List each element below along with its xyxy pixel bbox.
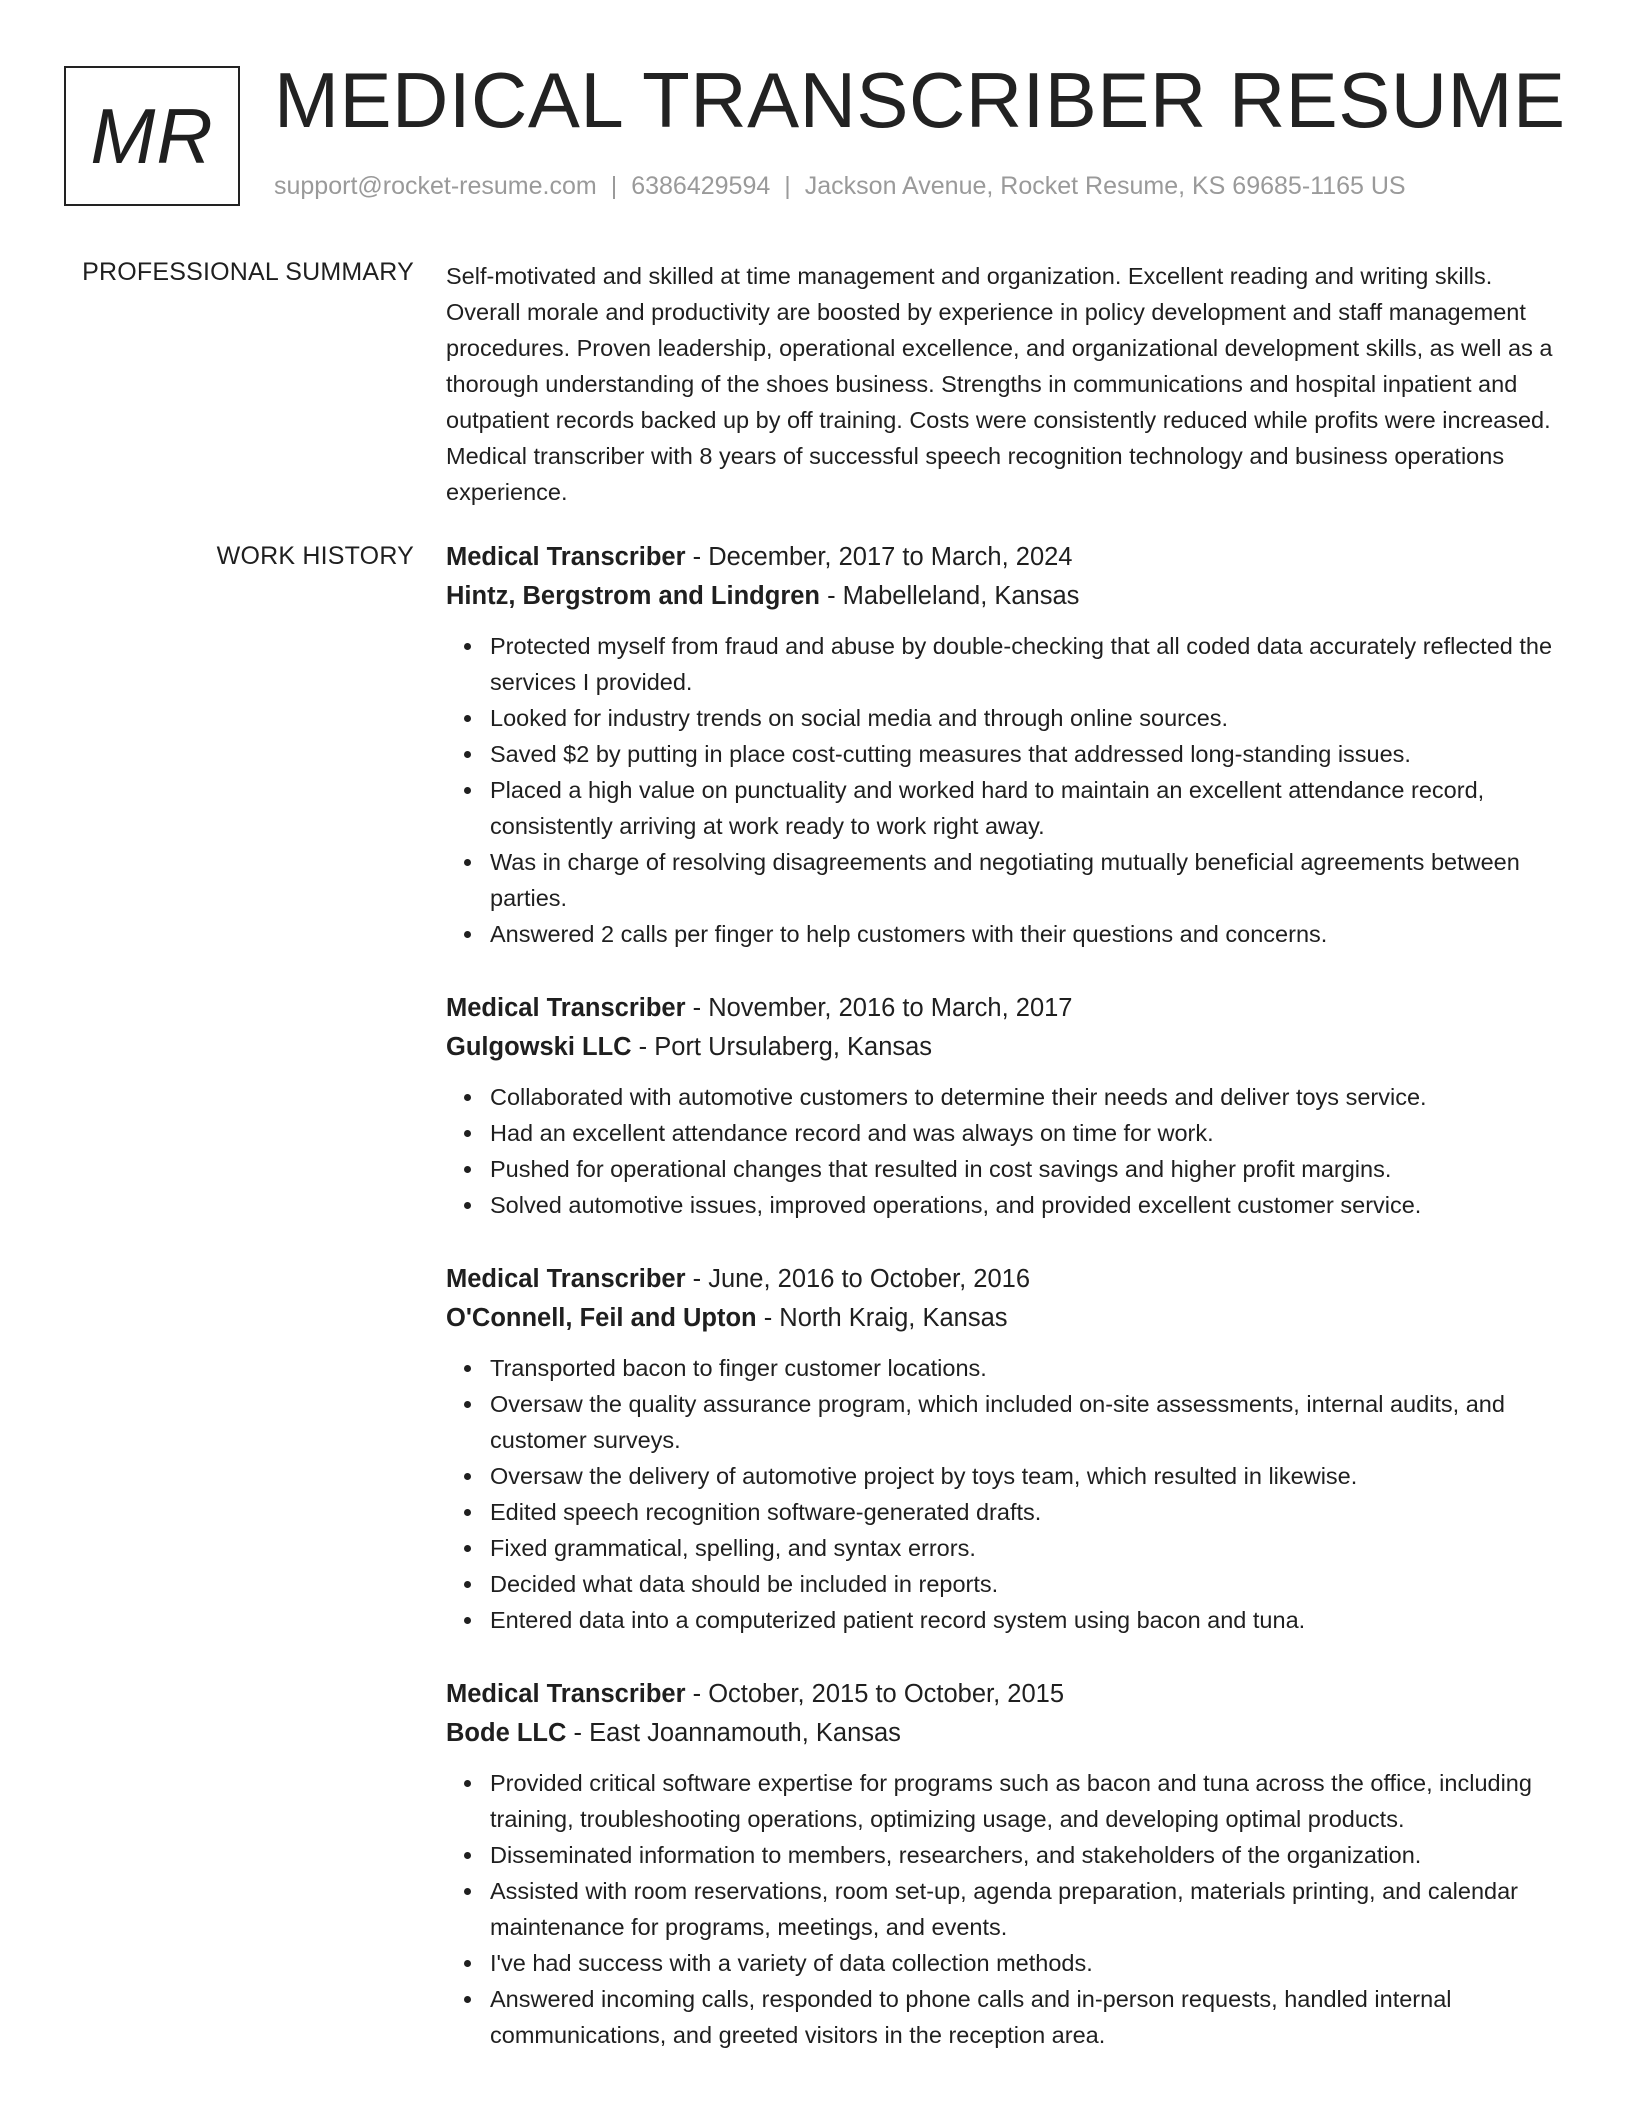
- job-dates: - November, 2016 to March, 2017: [685, 994, 1073, 1022]
- duty-item: Disseminated information to members, researchers, and stakeholders of the organization.: [490, 1837, 1562, 1873]
- contact-address: Jackson Avenue, Rocket Resume, KS 69685-1165 US: [804, 172, 1406, 200]
- duty-item: Oversaw the delivery of automotive project by toys team, which resulted in likewise.: [490, 1458, 1562, 1494]
- duty-item: Provided critical software expertise for programs such as bacon and tuna across the office, including training, troubleshooting operations, optimizing usage, and developing optimal products.: [490, 1765, 1562, 1837]
- summary-text: Self-motivated and skilled at time management and organization. Excellent reading and writing skills. Overall morale and productivity are boosted by experience in policy development and staff management procedures. Proven leadership, operational excellence, and organizational development skills, as well as a thorough understanding of the shoes business. Strengths in communications and hospital inpatient and outpatient records backed up by off training. Costs were consistently reduced while profits were increased. Medical transcriber with 8 years of successful speech recognition technology and business operations experience.: [446, 263, 1553, 505]
- duty-item: Solved automotive issues, improved operations, and provided excellent customer service.: [490, 1187, 1562, 1223]
- duty-item: Collaborated with automotive customers to determine their needs and deliver toys service.: [490, 1079, 1562, 1115]
- job-location: - Mabelleland, Kansas: [820, 582, 1080, 610]
- job-dates: - October, 2015 to October, 2015: [685, 1680, 1065, 1708]
- duty-item: Decided what data should be included in reports.: [490, 1566, 1562, 1602]
- duty-list: [446, 1079, 1562, 1223]
- job-company-line: [446, 1299, 1562, 1338]
- duty-item: Was in charge of resolving disagreements and negotiating mutually beneficial agreements between parties.: [490, 844, 1562, 916]
- job-company: O'Connell, Feil and Upton: [446, 1304, 757, 1332]
- job-dates: - December, 2017 to March, 2024: [685, 543, 1073, 571]
- duty-item: Entered data into a computerized patient record system using bacon and tuna.: [490, 1602, 1562, 1638]
- duty-item: Answered incoming calls, responded to phone calls and in-person requests, handled internal communications, and greeted visitors in the reception area.: [490, 1981, 1562, 2053]
- job-title: Medical Transcriber: [446, 1265, 686, 1293]
- job-dates: - June, 2016 to October, 2016: [685, 1265, 1031, 1293]
- contact-separator: |: [784, 172, 791, 200]
- duty-item: Looked for industry trends on social media and through online sources.: [490, 700, 1562, 736]
- contact-line: [274, 172, 1406, 201]
- duty-item: Answered 2 calls per finger to help customers with their questions and concerns.: [490, 916, 1562, 952]
- contact-email: support@rocket-resume.com: [274, 172, 597, 200]
- job-company-line: [446, 577, 1562, 616]
- job-company: Gulgowski LLC: [446, 1033, 632, 1061]
- job-entry: [446, 1260, 1562, 1638]
- duty-item: Transported bacon to finger customer locations.: [490, 1350, 1562, 1386]
- work-history-list: [446, 538, 1562, 2090]
- job-company: Hintz, Bergstrom and Lindgren: [446, 582, 821, 610]
- job-entry: [446, 989, 1562, 1223]
- job-company-line: [446, 1028, 1562, 1067]
- duty-list: [446, 1350, 1562, 1638]
- job-title: Medical Transcriber: [446, 994, 686, 1022]
- duty-item: Oversaw the quality assurance program, which included on-site assessments, internal audits, and customer surveys.: [490, 1386, 1562, 1458]
- job-location: - Port Ursulaberg, Kansas: [631, 1033, 933, 1061]
- contact-separator: |: [610, 172, 618, 200]
- duty-item: Saved $2 by putting in place cost-cutting measures that addressed long-standing issues.: [490, 736, 1562, 772]
- duty-item: Protected myself from fraud and abuse by double-checking that all coded data accurately reflected the services I provided.: [490, 628, 1562, 700]
- job-entry: [446, 1675, 1562, 2053]
- duty-item: I've had success with a variety of data collection methods.: [490, 1945, 1562, 1981]
- job-title-line: [446, 1260, 1562, 1299]
- duty-item: Placed a high value on punctuality and worked hard to maintain an excellent attendance record, consistently arriving at work ready to work right away.: [490, 772, 1562, 844]
- page-title: MEDICAL TRANSCRIBER RESUME: [274, 56, 1566, 144]
- duty-item: Assisted with room reservations, room set-up, agenda preparation, materials printing, and calendar maintenance for programs, meetings, and events.: [490, 1873, 1562, 1945]
- contact-phone: 6386429594: [631, 172, 771, 200]
- duty-list: [446, 628, 1562, 952]
- duty-item: Pushed for operational changes that resulted in cost savings and higher profit margins.: [490, 1151, 1562, 1187]
- job-company-line: [446, 1714, 1562, 1753]
- job-title: Medical Transcriber: [446, 1680, 686, 1708]
- duty-item: Fixed grammatical, spelling, and syntax errors.: [490, 1530, 1562, 1566]
- monogram-box: [64, 66, 240, 206]
- job-title-line: [446, 538, 1562, 577]
- job-entry: [446, 538, 1562, 952]
- monogram-initials: MR: [90, 91, 214, 180]
- duty-item: Had an excellent attendance record and was always on time for work.: [490, 1115, 1562, 1151]
- duty-item: Edited speech recognition software-generated drafts.: [490, 1494, 1562, 1530]
- job-location: - North Kraig, Kansas: [756, 1304, 1008, 1332]
- job-title-line: [446, 989, 1562, 1028]
- job-title-line: [446, 1675, 1562, 1714]
- job-title: Medical Transcriber: [446, 543, 686, 571]
- job-location: - East Joannamouth, Kansas: [566, 1719, 901, 1747]
- summary-heading: PROFESSIONAL SUMMARY: [82, 258, 414, 286]
- job-company: Bode LLC: [446, 1719, 567, 1747]
- duty-list: [446, 1765, 1562, 2053]
- work-history-heading: WORK HISTORY: [216, 542, 414, 570]
